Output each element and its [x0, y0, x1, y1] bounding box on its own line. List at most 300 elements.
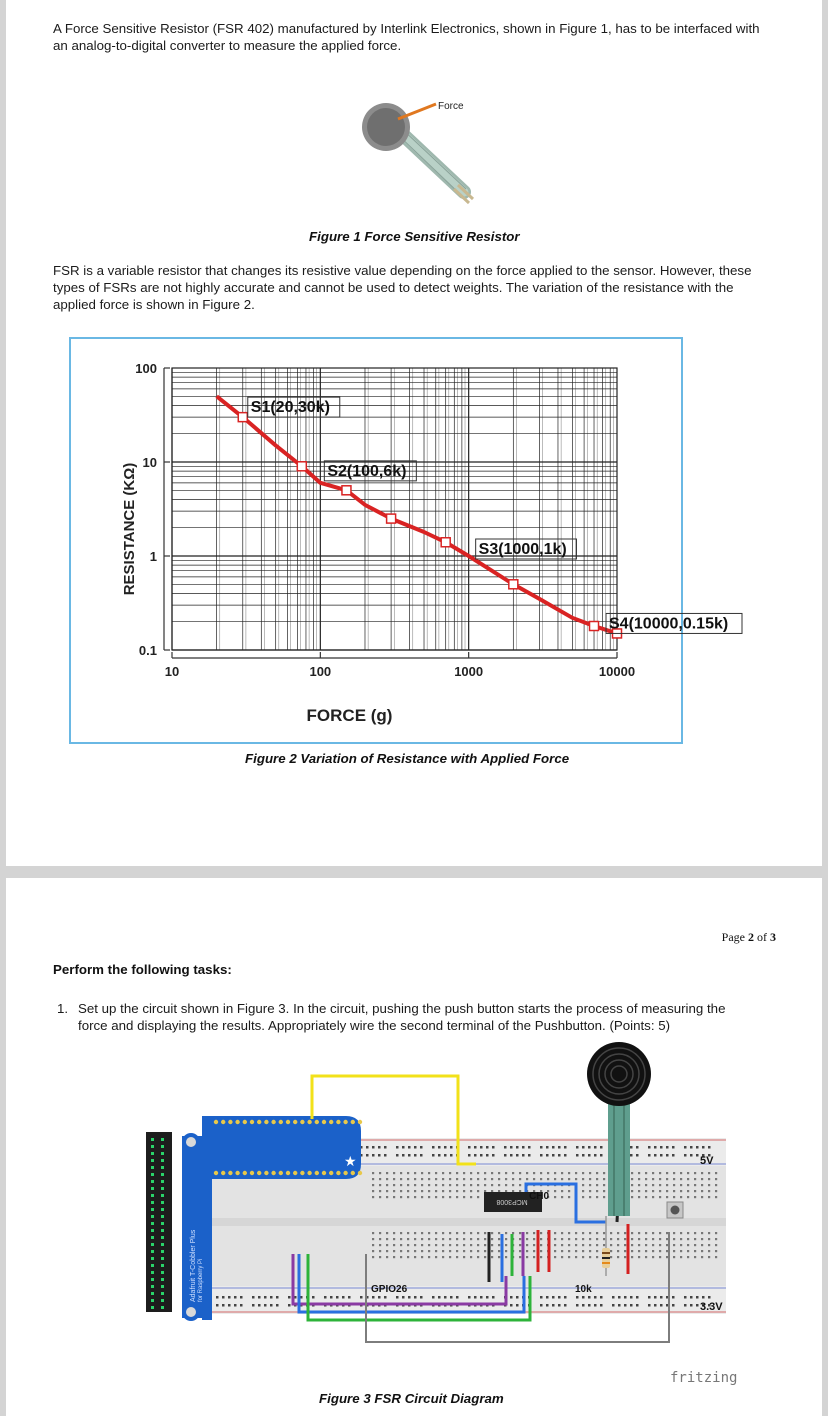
rail-hole: [366, 1146, 369, 1149]
point-annotation: S1(20,30k): [250, 399, 330, 417]
center-channel: [186, 1218, 726, 1226]
cobbler-pin: [351, 1171, 355, 1175]
ribbon-pin: [151, 1243, 154, 1246]
rail-hole: [696, 1304, 699, 1307]
terminal-hole: [533, 1238, 535, 1240]
terminal-hole: [400, 1250, 402, 1252]
terminal-hole: [428, 1250, 430, 1252]
terminal-hole: [715, 1178, 717, 1180]
terminal-hole: [526, 1172, 528, 1174]
terminal-hole: [617, 1238, 619, 1240]
terminal-hole: [449, 1190, 451, 1192]
terminal-hole: [540, 1172, 542, 1174]
terminal-hole: [568, 1250, 570, 1252]
terminal-hole: [407, 1190, 409, 1192]
rail-hole: [444, 1146, 447, 1149]
rail-hole: [654, 1304, 657, 1307]
terminal-hole: [589, 1232, 591, 1234]
terminal-hole: [631, 1250, 633, 1252]
terminal-hole: [421, 1250, 423, 1252]
ribbon-pin: [161, 1278, 164, 1281]
rail-hole: [468, 1146, 471, 1149]
terminal-hole: [659, 1244, 661, 1246]
rail-hole: [612, 1296, 615, 1299]
rail-hole: [504, 1146, 507, 1149]
terminal-hole: [694, 1232, 696, 1234]
terminal-hole: [687, 1190, 689, 1192]
rail-hole: [564, 1296, 567, 1299]
terminal-hole: [575, 1172, 577, 1174]
terminal-hole: [715, 1196, 717, 1198]
point-annotation: S3(1000,1k): [478, 541, 567, 558]
terminal-hole: [435, 1244, 437, 1246]
terminal-hole: [491, 1244, 493, 1246]
terminal-hole: [666, 1184, 668, 1186]
terminal-hole: [631, 1190, 633, 1192]
terminal-hole: [498, 1244, 500, 1246]
rail-hole: [408, 1154, 411, 1157]
rail-hole: [660, 1304, 663, 1307]
rail-hole: [234, 1304, 237, 1307]
terminal-hole: [652, 1250, 654, 1252]
ribbon-pin: [151, 1278, 154, 1281]
terminal-hole: [379, 1196, 381, 1198]
terminal-hole: [421, 1172, 423, 1174]
terminal-hole: [449, 1238, 451, 1240]
terminal-hole: [701, 1178, 703, 1180]
terminal-hole: [386, 1172, 388, 1174]
terminal-hole: [484, 1256, 486, 1258]
ribbon-pin: [161, 1292, 164, 1295]
ribbon-pin: [151, 1306, 154, 1309]
terminal-hole: [687, 1250, 689, 1252]
terminal-hole: [379, 1178, 381, 1180]
terminal-hole: [708, 1196, 710, 1198]
terminal-hole: [372, 1232, 374, 1234]
terminal-hole: [372, 1178, 374, 1180]
x-tick-label: 1000: [454, 664, 484, 679]
terminal-hole: [491, 1172, 493, 1174]
fsr-sensor-image: [346, 92, 496, 204]
cobbler-pin: [300, 1171, 304, 1175]
rail-hole: [636, 1296, 639, 1299]
rail-hole: [396, 1296, 399, 1299]
series-line: [217, 396, 617, 633]
rail-hole: [558, 1146, 561, 1149]
terminal-hole: [659, 1238, 661, 1240]
terminal-hole: [673, 1256, 675, 1258]
terminal-hole: [680, 1250, 682, 1252]
terminal-hole: [540, 1238, 542, 1240]
terminal-hole: [449, 1256, 451, 1258]
terminal-hole: [484, 1172, 486, 1174]
ribbon-pin: [151, 1166, 154, 1169]
rail-hole: [420, 1146, 423, 1149]
cobbler-pin: [358, 1171, 362, 1175]
rail-hole: [378, 1154, 381, 1157]
adafruit-star-icon: ★: [344, 1153, 357, 1169]
terminal-hole: [407, 1172, 409, 1174]
terminal-hole: [505, 1172, 507, 1174]
cobbler-pin: [343, 1171, 347, 1175]
terminal-hole: [512, 1178, 514, 1180]
x-tick-label: 100: [309, 664, 332, 679]
terminal-hole: [589, 1178, 591, 1180]
terminal-hole: [463, 1250, 465, 1252]
rail-hole: [552, 1296, 555, 1299]
terminal-hole: [596, 1250, 598, 1252]
terminal-hole: [673, 1178, 675, 1180]
gpio-ribbon-header: [146, 1132, 172, 1312]
terminal-hole: [582, 1190, 584, 1192]
terminal-hole: [372, 1256, 374, 1258]
ribbon-pin: [161, 1250, 164, 1253]
rail-hole: [696, 1154, 699, 1157]
terminal-hole: [645, 1196, 647, 1198]
terminal-hole: [645, 1256, 647, 1258]
terminal-hole: [631, 1178, 633, 1180]
cobbler-pin: [264, 1120, 268, 1124]
terminal-hole: [407, 1256, 409, 1258]
terminal-hole: [491, 1178, 493, 1180]
terminal-hole: [393, 1244, 395, 1246]
rail-hole: [648, 1154, 651, 1157]
terminal-hole: [568, 1178, 570, 1180]
rail-hole: [672, 1154, 675, 1157]
terminal-hole: [582, 1196, 584, 1198]
terminal-hole: [694, 1196, 696, 1198]
terminal-hole: [386, 1232, 388, 1234]
terminal-hole: [547, 1172, 549, 1174]
terminal-hole: [638, 1256, 640, 1258]
terminal-hole: [519, 1178, 521, 1180]
terminal-hole: [610, 1238, 612, 1240]
cobbler-pin: [336, 1120, 340, 1124]
rail-hole: [684, 1154, 687, 1157]
terminal-hole: [400, 1184, 402, 1186]
terminal-hole: [701, 1256, 703, 1258]
ribbon-pin: [161, 1236, 164, 1239]
ribbon-pin: [151, 1299, 154, 1302]
rail-hole: [510, 1296, 513, 1299]
terminal-hole: [505, 1250, 507, 1252]
terminal-hole: [554, 1238, 556, 1240]
terminal-hole: [596, 1244, 598, 1246]
terminal-hole: [470, 1172, 472, 1174]
terminal-hole: [680, 1232, 682, 1234]
terminal-hole: [652, 1178, 654, 1180]
rail-hole: [588, 1146, 591, 1149]
ribbon-pin: [161, 1306, 164, 1309]
rail-hole: [342, 1296, 345, 1299]
terminal-hole: [470, 1184, 472, 1186]
rail-hole: [660, 1296, 663, 1299]
ribbon-pin: [151, 1138, 154, 1141]
terminal-hole: [372, 1184, 374, 1186]
rail-hole: [684, 1146, 687, 1149]
terminal-hole: [589, 1244, 591, 1246]
terminal-hole: [694, 1244, 696, 1246]
rail-hole: [546, 1304, 549, 1307]
rail-hole: [666, 1146, 669, 1149]
terminal-hole: [379, 1256, 381, 1258]
terminal-hole: [533, 1244, 535, 1246]
rail-hole: [480, 1146, 483, 1149]
terminal-hole: [456, 1190, 458, 1192]
terminal-hole: [463, 1196, 465, 1198]
cobbler-pin: [322, 1171, 326, 1175]
rail-hole: [618, 1304, 621, 1307]
rail-hole: [228, 1304, 231, 1307]
terminal-hole: [701, 1244, 703, 1246]
terminal-hole: [533, 1232, 535, 1234]
rail-hole: [492, 1146, 495, 1149]
terminal-hole: [414, 1184, 416, 1186]
terminal-hole: [421, 1190, 423, 1192]
terminal-hole: [449, 1172, 451, 1174]
terminal-hole: [610, 1250, 612, 1252]
terminal-hole: [393, 1196, 395, 1198]
rail-hole: [660, 1154, 663, 1157]
terminal-hole: [694, 1172, 696, 1174]
terminal-hole: [561, 1178, 563, 1180]
terminal-hole: [428, 1184, 430, 1186]
fsr-circuit-diagram: [146, 1054, 746, 1374]
terminal-hole: [533, 1178, 535, 1180]
terminal-hole: [603, 1184, 605, 1186]
rail-hole: [474, 1146, 477, 1149]
rail-hole: [264, 1304, 267, 1307]
terminal-hole: [484, 1178, 486, 1180]
terminal-hole: [624, 1238, 626, 1240]
terminal-hole: [624, 1244, 626, 1246]
cobbler-pin: [271, 1120, 275, 1124]
terminal-hole: [666, 1190, 668, 1192]
terminal-hole: [386, 1256, 388, 1258]
cobbler-sublabel: for Raspberry Pi: [198, 1258, 204, 1302]
terminal-hole: [442, 1196, 444, 1198]
terminal-hole: [477, 1250, 479, 1252]
terminal-hole: [694, 1250, 696, 1252]
rail-hole: [528, 1154, 531, 1157]
terminal-hole: [659, 1178, 661, 1180]
terminal-hole: [393, 1172, 395, 1174]
ribbon-pin: [151, 1271, 154, 1274]
rail-hole: [564, 1154, 567, 1157]
terminal-hole: [589, 1172, 591, 1174]
rail-hole: [636, 1154, 639, 1157]
figure-1-caption: Figure 1 Force Sensitive Resistor: [309, 229, 520, 244]
data-point-marker: [238, 413, 247, 422]
terminal-hole: [554, 1256, 556, 1258]
terminal-hole: [617, 1244, 619, 1246]
terminal-hole: [414, 1178, 416, 1180]
terminal-hole: [701, 1190, 703, 1192]
terminal-hole: [491, 1256, 493, 1258]
rail-hole: [276, 1304, 279, 1307]
terminal-hole: [659, 1250, 661, 1252]
rail-hole: [660, 1146, 663, 1149]
ribbon-pin: [151, 1145, 154, 1148]
terminal-hole: [470, 1178, 472, 1180]
figure-2-caption: Figure 2 Variation of Resistance with Applied Force: [245, 751, 570, 766]
ribbon-pin: [161, 1271, 164, 1274]
terminal-hole: [582, 1244, 584, 1246]
rail-hole: [654, 1296, 657, 1299]
terminal-hole: [372, 1172, 374, 1174]
terminal-hole: [470, 1256, 472, 1258]
rail-hole: [432, 1296, 435, 1299]
rail-hole: [468, 1296, 471, 1299]
terminal-hole: [428, 1256, 430, 1258]
terminal-hole: [400, 1190, 402, 1192]
y-tick-label: 100: [135, 361, 157, 376]
terminal-hole: [498, 1178, 500, 1180]
rail-hole: [558, 1304, 561, 1307]
terminal-hole: [505, 1244, 507, 1246]
terminal-hole: [428, 1190, 430, 1192]
cobbler-pin: [322, 1120, 326, 1124]
terminal-hole: [372, 1190, 374, 1192]
terminal-hole: [512, 1184, 514, 1186]
terminal-hole: [477, 1196, 479, 1198]
terminal-hole: [407, 1178, 409, 1180]
chart-annotations: [248, 397, 742, 633]
terminal-hole: [442, 1190, 444, 1192]
terminal-hole: [624, 1232, 626, 1234]
cobbler-pin: [264, 1171, 268, 1175]
rail-hole: [234, 1296, 237, 1299]
terminal-hole: [533, 1172, 535, 1174]
terminal-hole: [533, 1256, 535, 1258]
rail-hole: [594, 1296, 597, 1299]
terminal-hole: [442, 1232, 444, 1234]
ribbon-pin: [151, 1208, 154, 1211]
terminal-hole: [652, 1244, 654, 1246]
cobbler-pin: [214, 1120, 218, 1124]
terminal-hole: [379, 1172, 381, 1174]
terminal-hole: [708, 1256, 710, 1258]
terminal-hole: [414, 1190, 416, 1192]
fritzing-watermark: fritzing: [670, 1370, 738, 1386]
terminal-hole: [470, 1196, 472, 1198]
cobbler-pin: [286, 1171, 290, 1175]
x-axis-label: FORCE (g): [306, 706, 393, 725]
rail-hole: [528, 1146, 531, 1149]
ribbon-pin: [151, 1264, 154, 1267]
terminal-hole: [526, 1250, 528, 1252]
terminal-hole: [652, 1184, 654, 1186]
ribbon-pin: [151, 1222, 154, 1225]
cobbler-pin: [235, 1120, 239, 1124]
cobbler-pin: [315, 1120, 319, 1124]
terminal-hole: [372, 1196, 374, 1198]
terminal-hole: [673, 1244, 675, 1246]
terminal-hole: [463, 1232, 465, 1234]
ribbon-pin: [151, 1159, 154, 1162]
rail-hole: [402, 1154, 405, 1157]
terminal-hole: [512, 1172, 514, 1174]
terminal-hole: [701, 1232, 703, 1234]
terminal-hole: [484, 1232, 486, 1234]
cobbler-pin: [315, 1171, 319, 1175]
terminal-hole: [519, 1256, 521, 1258]
terminal-hole: [652, 1190, 654, 1192]
terminal-hole: [645, 1250, 647, 1252]
terminal-hole: [638, 1232, 640, 1234]
terminal-hole: [589, 1184, 591, 1186]
terminal-hole: [435, 1196, 437, 1198]
terminal-hole: [477, 1190, 479, 1192]
terminal-hole: [652, 1172, 654, 1174]
terminal-hole: [582, 1238, 584, 1240]
terminal-hole: [400, 1238, 402, 1240]
terminal-hole: [442, 1172, 444, 1174]
cobbler-pin: [293, 1120, 297, 1124]
terminal-hole: [442, 1238, 444, 1240]
y-tick-label: 10: [142, 455, 157, 470]
rail-hole: [690, 1304, 693, 1307]
ribbon-pin: [161, 1194, 164, 1197]
terminal-hole: [512, 1232, 514, 1234]
rail-hole: [378, 1146, 381, 1149]
terminal-hole: [659, 1172, 661, 1174]
terminal-hole: [596, 1184, 598, 1186]
terminal-hole: [582, 1178, 584, 1180]
terminal-hole: [554, 1196, 556, 1198]
terminal-hole: [687, 1232, 689, 1234]
rail-hole: [216, 1304, 219, 1307]
terminal-hole: [715, 1244, 717, 1246]
rail-hole: [690, 1146, 693, 1149]
rail-hole: [360, 1296, 363, 1299]
terminal-hole: [582, 1232, 584, 1234]
terminal-hole: [596, 1256, 598, 1258]
terminal-hole: [505, 1178, 507, 1180]
terminal-hole: [638, 1250, 640, 1252]
terminal-hole: [505, 1232, 507, 1234]
terminal-hole: [470, 1250, 472, 1252]
rail-hole: [702, 1296, 705, 1299]
terminal-hole: [582, 1256, 584, 1258]
terminal-hole: [554, 1190, 556, 1192]
terminal-hole: [519, 1184, 521, 1186]
terminal-hole: [379, 1190, 381, 1192]
terminal-hole: [638, 1244, 640, 1246]
rail-hole: [480, 1154, 483, 1157]
chip-label: MCP3008: [496, 1198, 528, 1205]
rail-hole: [420, 1296, 423, 1299]
task-1: [57, 1000, 738, 1034]
terminal-hole: [638, 1190, 640, 1192]
terminal-hole: [596, 1178, 598, 1180]
rail-hole: [546, 1296, 549, 1299]
ribbon-pin: [161, 1145, 164, 1148]
terminal-hole: [456, 1250, 458, 1252]
rail-hole: [510, 1304, 513, 1307]
rail-hole: [684, 1304, 687, 1307]
10k-label: 10k: [575, 1284, 592, 1295]
chart-axes: [164, 368, 617, 658]
terminal-hole: [540, 1250, 542, 1252]
terminal-hole: [379, 1232, 381, 1234]
terminal-hole: [449, 1244, 451, 1246]
terminal-hole: [631, 1184, 633, 1186]
rail-hole: [576, 1304, 579, 1307]
rail-hole: [576, 1146, 579, 1149]
terminal-hole: [603, 1232, 605, 1234]
terminal-hole: [428, 1238, 430, 1240]
